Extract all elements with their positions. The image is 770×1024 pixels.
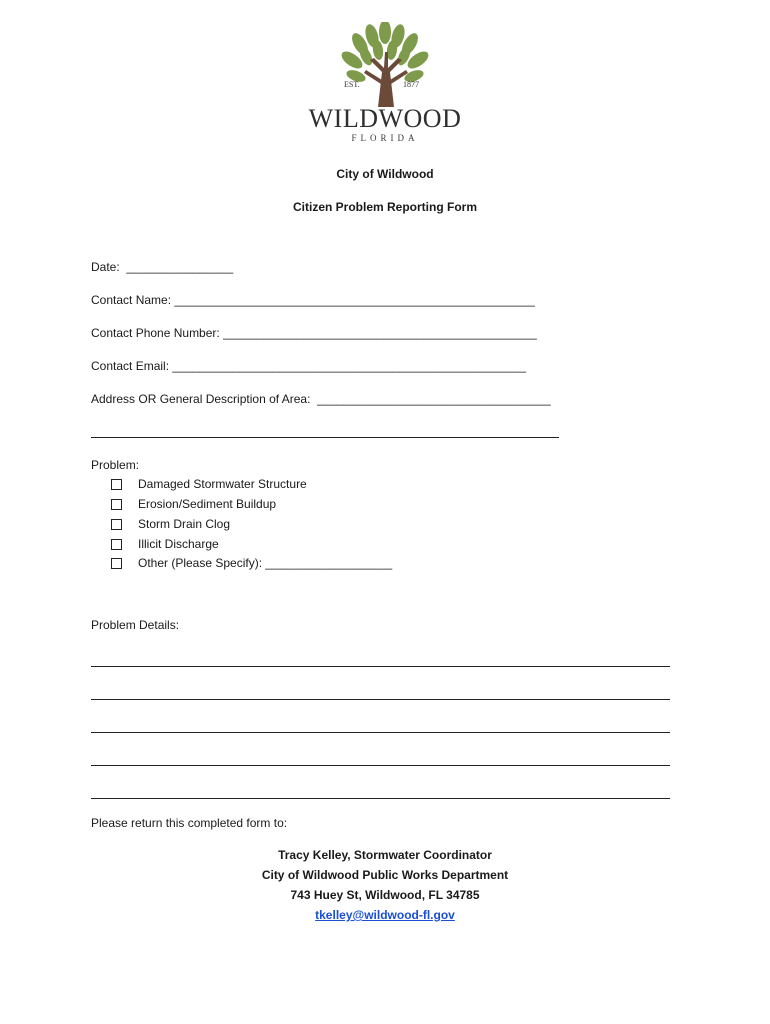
problem-details-label: Problem Details: — [91, 618, 180, 632]
option-label: Erosion/Sediment Buildup — [138, 497, 277, 511]
contact-email-field[interactable]: Contact Email: _____________________________________________________ — [91, 359, 527, 373]
details-line[interactable] — [91, 798, 670, 799]
checkbox[interactable] — [111, 519, 122, 530]
org-title: City of Wildwood — [336, 167, 434, 181]
tree-icon — [300, 22, 470, 112]
form-title: Citizen Problem Reporting Form — [292, 200, 477, 214]
email-row — [0, 908, 770, 922]
return-intro: Please return this completed form to: — [91, 816, 288, 830]
problem-option[interactable] — [111, 517, 230, 531]
checkbox[interactable] — [111, 558, 122, 569]
logo-year-label: 1877 — [403, 80, 419, 89]
logo-est-label: EST. — [344, 80, 360, 89]
option-label: Damaged Stormwater Structure — [138, 477, 307, 491]
option-label: Storm Drain Clog — [138, 517, 231, 531]
problem-option[interactable] — [111, 537, 219, 551]
option-label: Other (Please Specify): ___________________ — [138, 556, 393, 570]
details-line[interactable] — [91, 699, 670, 700]
checkbox[interactable] — [111, 539, 122, 550]
problem-option[interactable] — [111, 477, 307, 491]
logo-state: FLORIDA — [351, 133, 419, 143]
contact-phone-field[interactable]: Contact Phone Number: _______________________________________________ — [91, 326, 537, 340]
problem-label: Problem: — [91, 458, 140, 472]
logo-wordmark: WILDWOOD — [308, 104, 462, 133]
coordinator-name: Tracy Kelley, Stormwater Coordinator — [278, 848, 492, 862]
problem-option[interactable] — [111, 556, 392, 570]
problem-option[interactable] — [111, 497, 276, 511]
mailing-address: 743 Huey St, Wildwood, FL 34785 — [290, 888, 480, 902]
address-continuation-line[interactable] — [91, 437, 559, 438]
details-line[interactable] — [91, 732, 670, 733]
checkbox[interactable] — [111, 479, 122, 490]
date-field[interactable]: Date: ________________ — [91, 260, 234, 274]
contact-name-field[interactable]: Contact Name: ______________________________________________________ — [91, 293, 535, 307]
email-link[interactable]: tkelley@wildwood-fl.gov — [315, 908, 455, 922]
checkbox[interactable] — [111, 499, 122, 510]
address-field[interactable]: Address OR General Description of Area: ___________________________________ — [91, 392, 551, 406]
details-line[interactable] — [91, 765, 670, 766]
option-label: Illicit Discharge — [138, 537, 219, 551]
department-name: City of Wildwood Public Works Department — [261, 868, 509, 882]
details-line[interactable] — [91, 666, 670, 667]
